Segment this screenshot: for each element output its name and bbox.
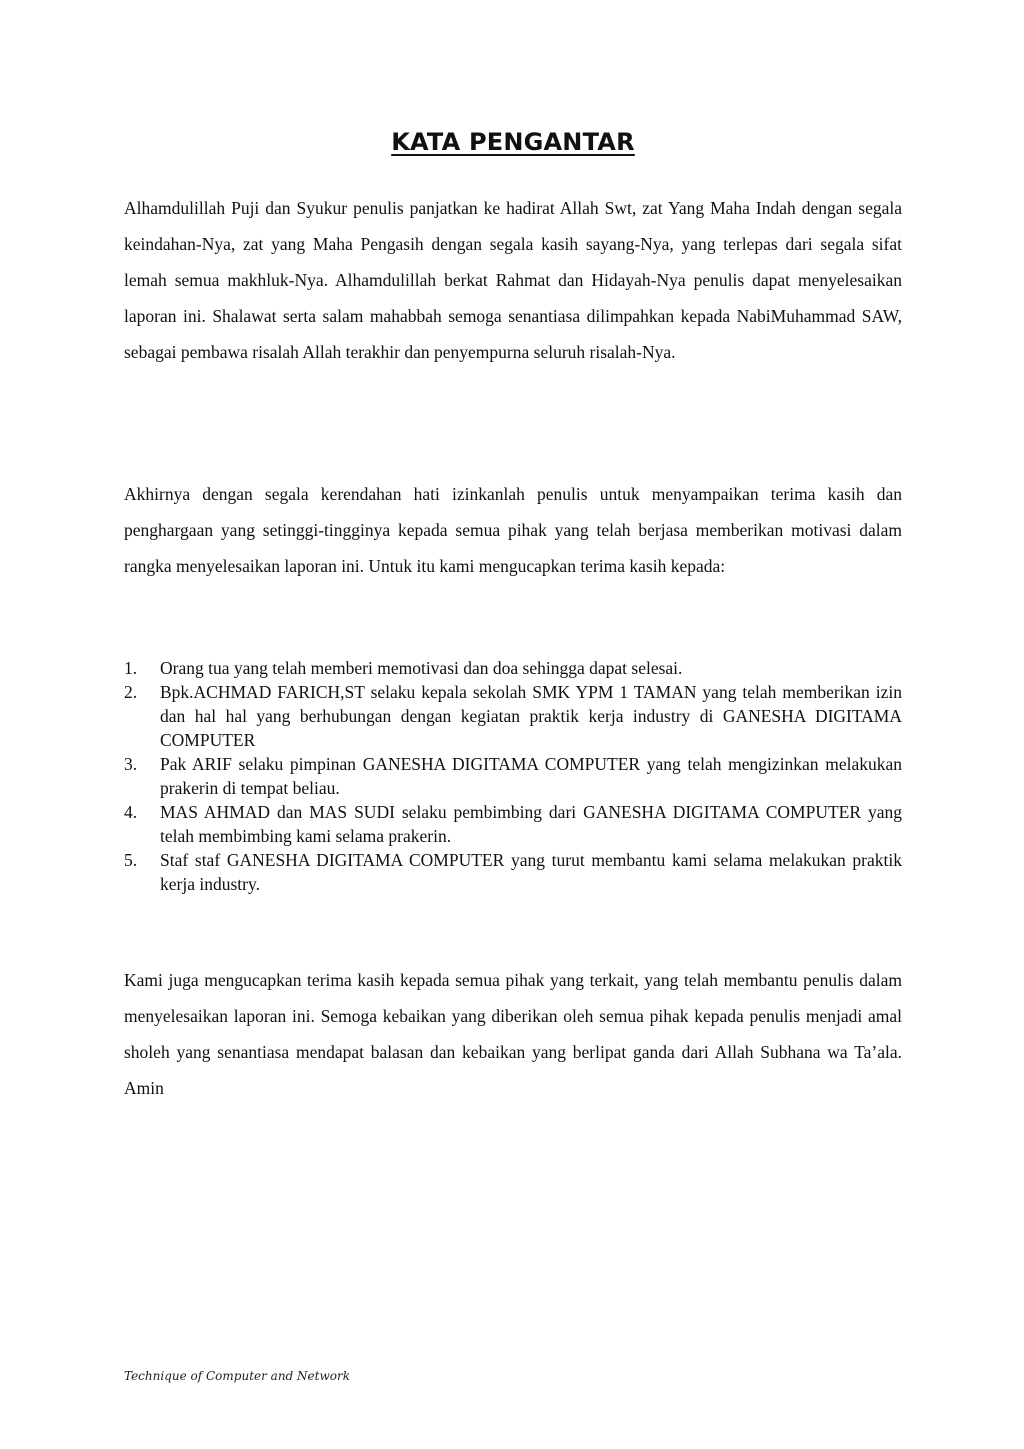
acknowledgement-list <box>124 656 902 896</box>
page-title: KATA PENGANTAR <box>391 128 635 156</box>
list-item <box>124 752 902 800</box>
list-item-number: 2. <box>124 682 138 702</box>
list-item-number: 4. <box>124 802 138 822</box>
document-page <box>124 0 902 1449</box>
list-item <box>124 848 902 896</box>
list-item-text: Staf staf GANESHA DIGITAMA COMPUTER yang turut membantu kami selama melakukan praktik kerja industry. <box>160 850 902 894</box>
closing-paragraph: Kami juga mengucapkan terima kasih kepada semua pihak yang terkait, yang telah membantu penulis dalam menyelesaikan laporan ini. Semoga kebaikan yang diberikan oleh semua pihak kepada penulis menjadi amal sholeh yang senantiasa mendapat balasan dan kebaikan yang berlipat ganda dari Allah Subhana wa Ta’ala. Amin <box>124 970 902 1098</box>
gratitude-paragraph: Akhirnya dengan segala kerendahan hati izinkanlah penulis untuk menyampaikan terima kasih dan penghargaan yang setinggi-tingginya kepada semua pihak yang telah berjasa memberikan motivasi dalam rangka menyelesaikan laporan ini. Untuk itu kami mengucapkan terima kasih kepada: <box>124 484 902 576</box>
list-item-number: 3. <box>124 754 138 774</box>
list-item-number: 5. <box>124 850 138 870</box>
list-item <box>124 800 902 848</box>
list-item-text: MAS AHMAD dan MAS SUDI selaku pembimbing dari GANESHA DIGITAMA COMPUTER yang telah membimbing kami selama prakerin. <box>160 802 902 846</box>
list-item-text: Pak ARIF selaku pimpinan GANESHA DIGITAMA COMPUTER yang telah mengizinkan melakukan prakerin di tempat beliau. <box>160 754 902 798</box>
list-item <box>124 680 902 752</box>
page-footer: Technique of Computer and Network <box>124 1369 350 1383</box>
opening-paragraph: Alhamdulillah Puji dan Syukur penulis panjatkan ke hadirat Allah Swt, zat Yang Maha Indah dengan segala keindahan-Nya, zat yang Maha Pengasih dengan segala kasih sayang-Nya, yang terlepas dari segala sifat lemah semua makhluk-Nya. Alhamdulillah berkat Rahmat dan Hidayah-Nya penulis dapat menyelesaikan laporan ini. Shalawat serta salam mahabbah semoga senantiasa dilimpahkan kepada NabiMuhammad SAW, sebagai pembawa risalah Allah terakhir dan penyempurna seluruh risalah-Nya. <box>124 198 902 362</box>
list-item <box>124 656 902 680</box>
list-item-number: 1. <box>124 658 138 678</box>
list-item-text: Bpk.ACHMAD FARICH,ST selaku kepala sekolah SMK YPM 1 TAMAN yang telah memberikan izin dan hal hal yang berhubungan dengan kegiatan praktik kerja industry di GANESHA DIGITAMA COMPUTER <box>160 682 902 750</box>
list-item-text: Orang tua yang telah memberi memotivasi dan doa sehingga dapat selesai. <box>160 658 683 678</box>
